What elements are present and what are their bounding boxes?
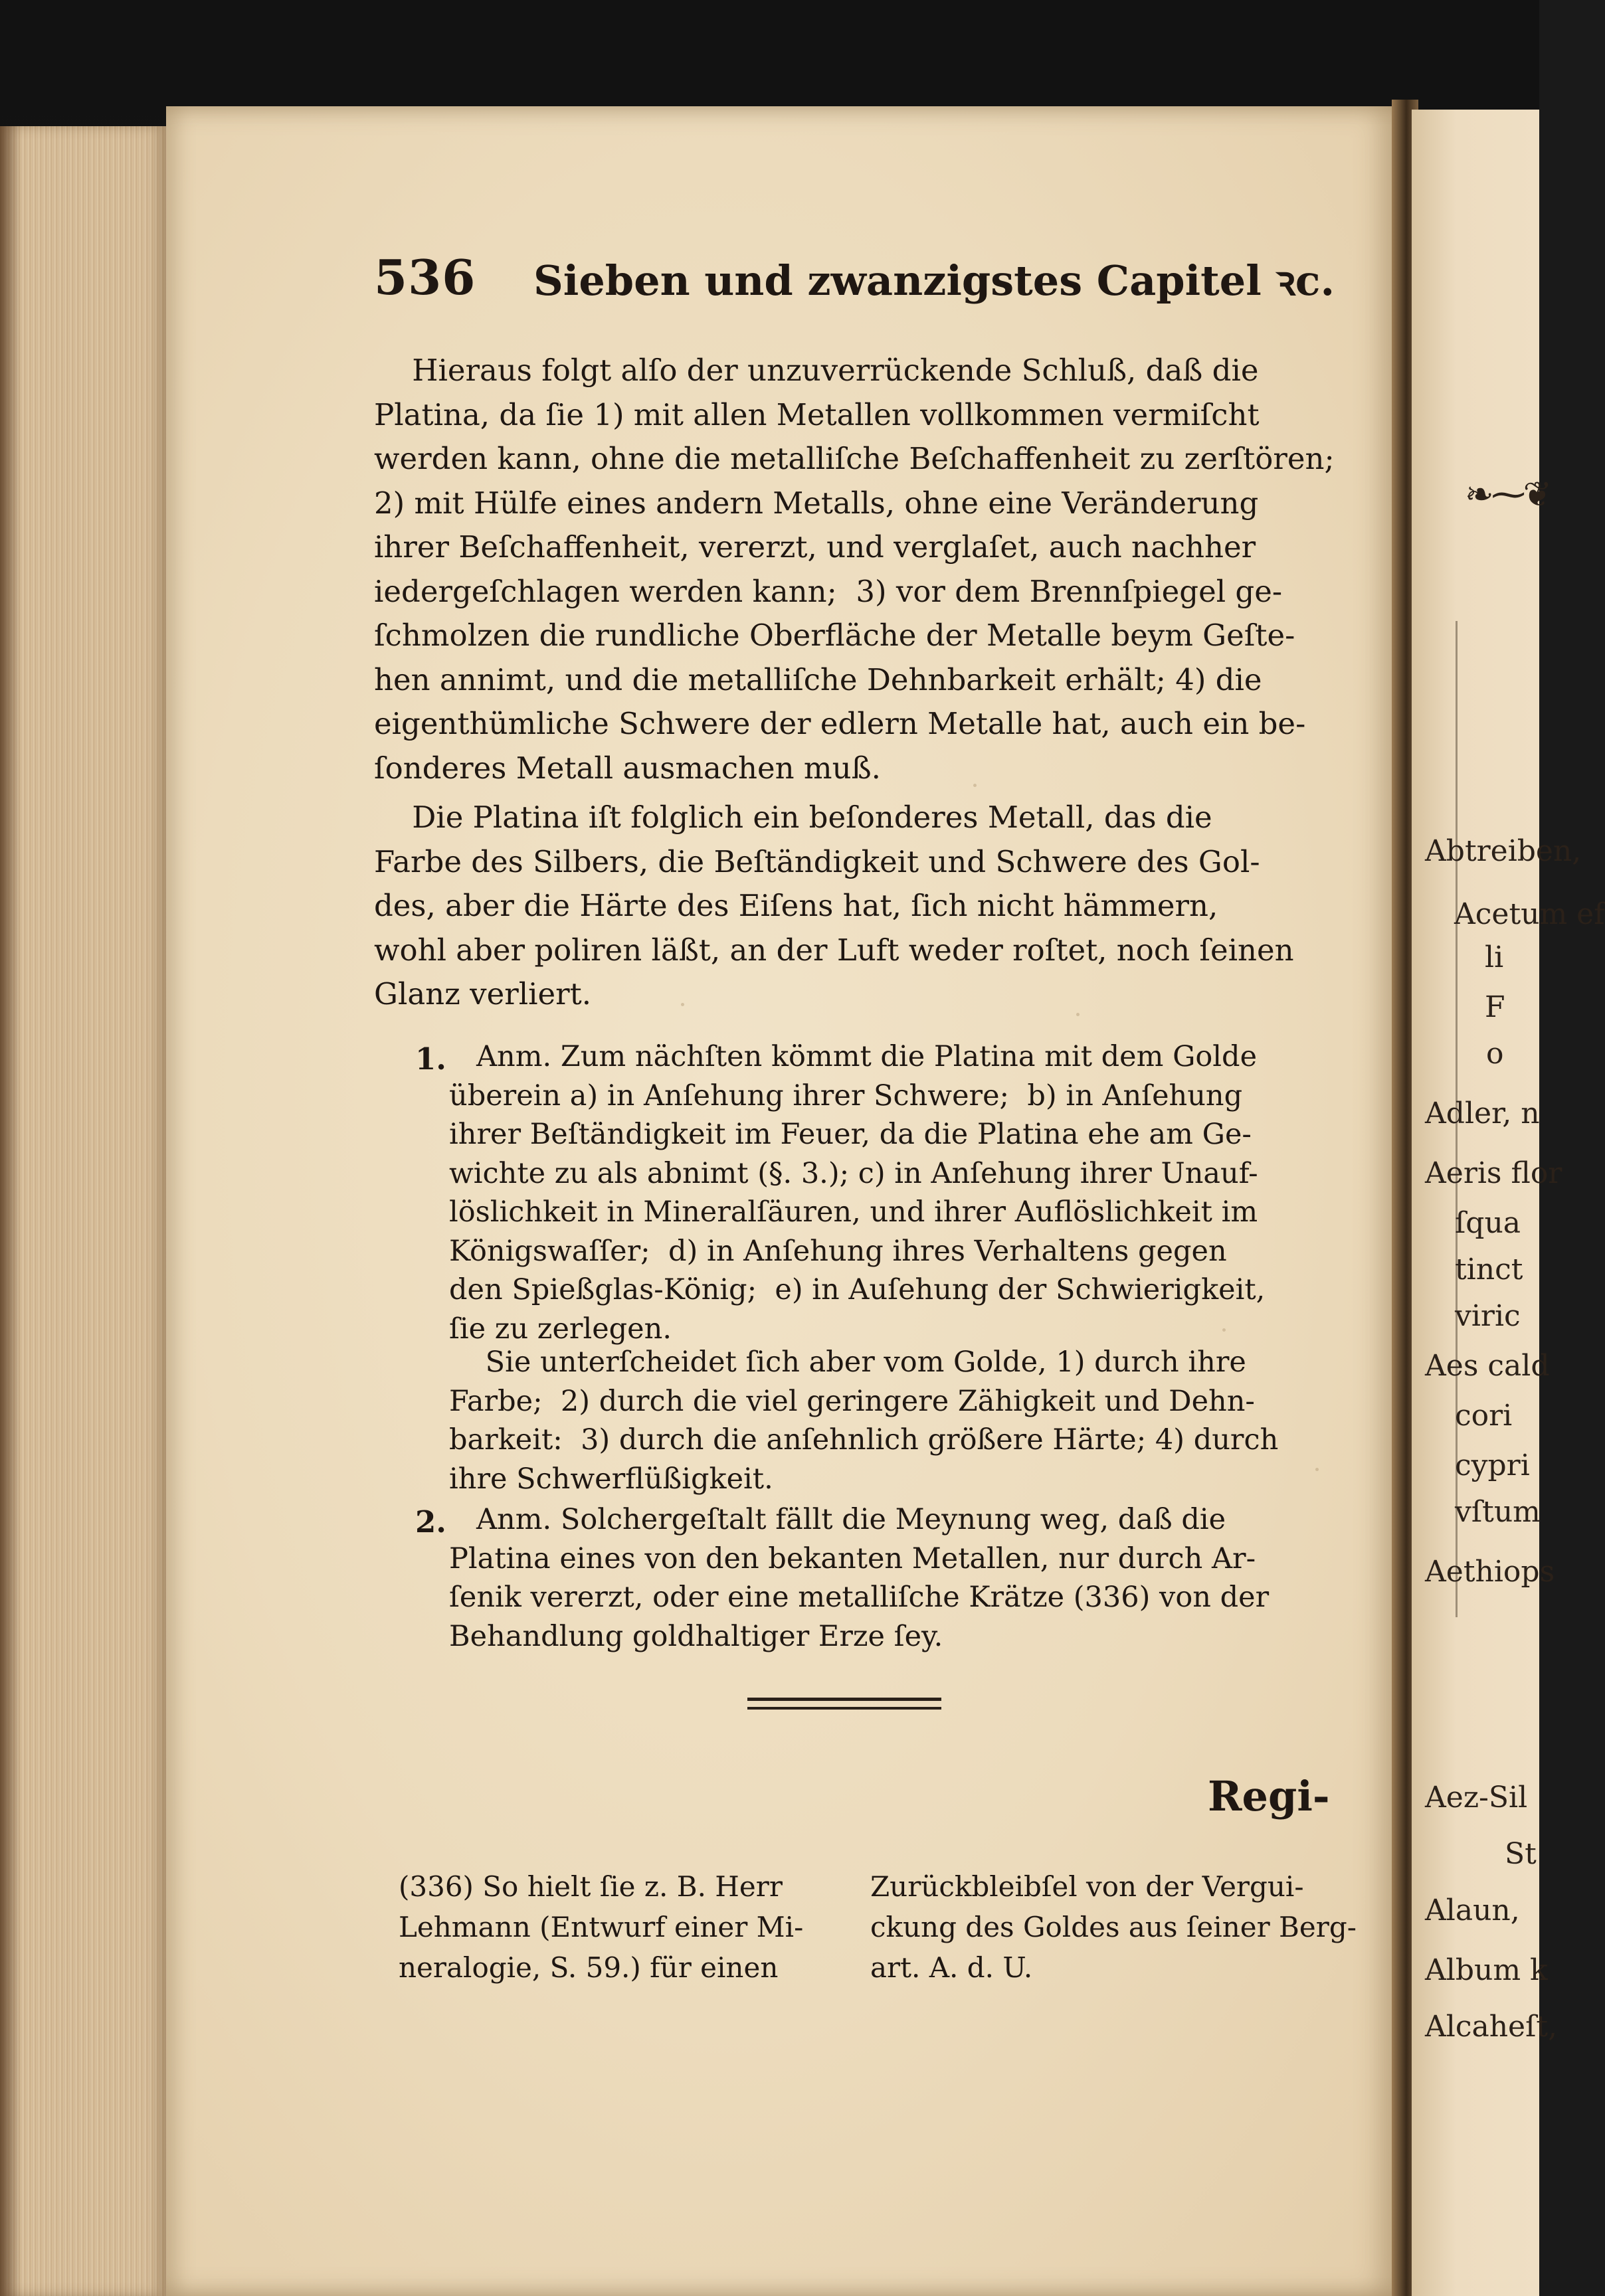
next-page-sliver (1412, 110, 1605, 2296)
note-1-number: 1. (415, 1041, 446, 1077)
page-block-edge (0, 126, 166, 2296)
index-entry: Alcaheſt, (1425, 2010, 1558, 2044)
index-entry: F (1485, 990, 1505, 1024)
index-entry: cori (1455, 1399, 1513, 1433)
chapter-title: Sieben und zwanzigstes Capitel ꝛc. (533, 256, 1335, 305)
index-entry: ſqua (1455, 1206, 1521, 1240)
index-entry: o (1486, 1037, 1504, 1071)
section-rule-thick (747, 1698, 941, 1701)
index-entry: li (1485, 940, 1504, 974)
index-entry: Aethiops (1425, 1555, 1555, 1589)
index-entry: Aez-Sil (1425, 1781, 1528, 1814)
index-entry: Acetum ef (1454, 897, 1605, 931)
paper-speck (1315, 1468, 1319, 1471)
note-1-text: Anm. Zum nächſten kömmt die Platina mit dem Golde überein a) in Anſehung ihrer Schwere; b) in Anſehung ihrer Beſtändigkeit im Feuer, da die Platina ehe am Ge- wichte zu als abnimt (§. 3.); c) in Anſehung ihrer Unauf- löslichkeit in Mineralſäuren, und ihrer Auflöslichkeit im Königswaſſer; d) in Anſehung ihres Verhaltens gegen den Spießglas-König; e) in Auſehung der Schwierigkeit, ſie zu zerlegen. (449, 1040, 1266, 1346)
footnote-right-column: Zurückbleibſel von der Vergui- ckung des Goldes aus ſeiner Berg- art. A. d. U. (870, 1870, 1357, 1984)
index-entry: Abtreiben, (1425, 834, 1582, 868)
index-entry: viric (1455, 1299, 1521, 1333)
index-entry: vſtum (1455, 1495, 1541, 1529)
index-entry: St (1505, 1837, 1537, 1871)
index-entry: Alaun, (1425, 1894, 1520, 1927)
page-edge-shadow (0, 126, 21, 2296)
index-entry: Album k (1425, 1953, 1548, 1987)
index-entry: cypri (1455, 1449, 1530, 1482)
section-rule-thin (747, 1707, 941, 1710)
body-paragraph-2: Die Platina iſt folglich ein beſonderes Metall, das die Farbe des Silbers, die Beſtändigkeit und Schwere des Gol- des, aber die Härte des Eiſens hat, ſich nicht hämmern, wohl aber poliren läßt, an der Luft weder roſtet, noch ſeinen Glanz verliert. (374, 800, 1294, 1012)
note-2-text: Anm. Solchergeſtalt fällt die Meynung weg, daß die Platina eines von den bekanten Metallen, nur durch Ar- ſenik vererzt, oder eine metalliſche Krätze (336) von der Behandlung goldhaltiger Erze ſey. (449, 1503, 1270, 1653)
page-number: 536 (374, 249, 476, 306)
note-2-number: 2. (415, 1504, 446, 1540)
index-entry: Aes cald (1425, 1349, 1550, 1383)
running-head (374, 249, 1335, 306)
index-entry: Aeris flor (1425, 1156, 1562, 1190)
body-paragraph-1: Hieraus folgt alſo der unzuverrückende Schluß, daß die Platina, da ſie 1) mit allen Metallen vollkommen vermiſcht werden kann, ohne die metalliſche Beſchaffenheit zu zerſtören; 2) mit Hülfe eines andern Metalls, ohne eine Veränderung ihrer Beſchaffenheit, vererzt, und verglaſet, auch nachher iedergeſchlagen werden kann; 3) vor dem Brennſpiegel ge- ſchmolzen die rundliche Oberfläche der Metalle beym Geſte- hen annimt, und die metalliſche Dehnbarkeit erhält; 4) die eigenthümliche Schwere der edlern Metalle hat, auch ein be- ſonderes Metall ausmachen muß. (374, 353, 1335, 786)
ornament-icon: ❧⁓❦ (1465, 475, 1550, 515)
note-1-continuation: Sie unterſcheidet ſich aber vom Golde, 1) durch ihre Farbe; 2) durch die viel geringere Zähigkeit und Dehn- barkeit: 3) durch die anſehnlich größere Härte; 4) durch ihre Schwerflüßigkeit. (449, 1346, 1279, 1496)
index-entry: tinct (1455, 1253, 1523, 1286)
index-entry: Adler, n (1425, 1097, 1540, 1130)
footnote-left-column: (336) So hielt ſie z. B. Herr Lehmann (Entwurf einer Mi- neralogie, S. 59.) für einen (399, 1870, 804, 1984)
catchword: Regi- (1208, 1772, 1330, 1820)
